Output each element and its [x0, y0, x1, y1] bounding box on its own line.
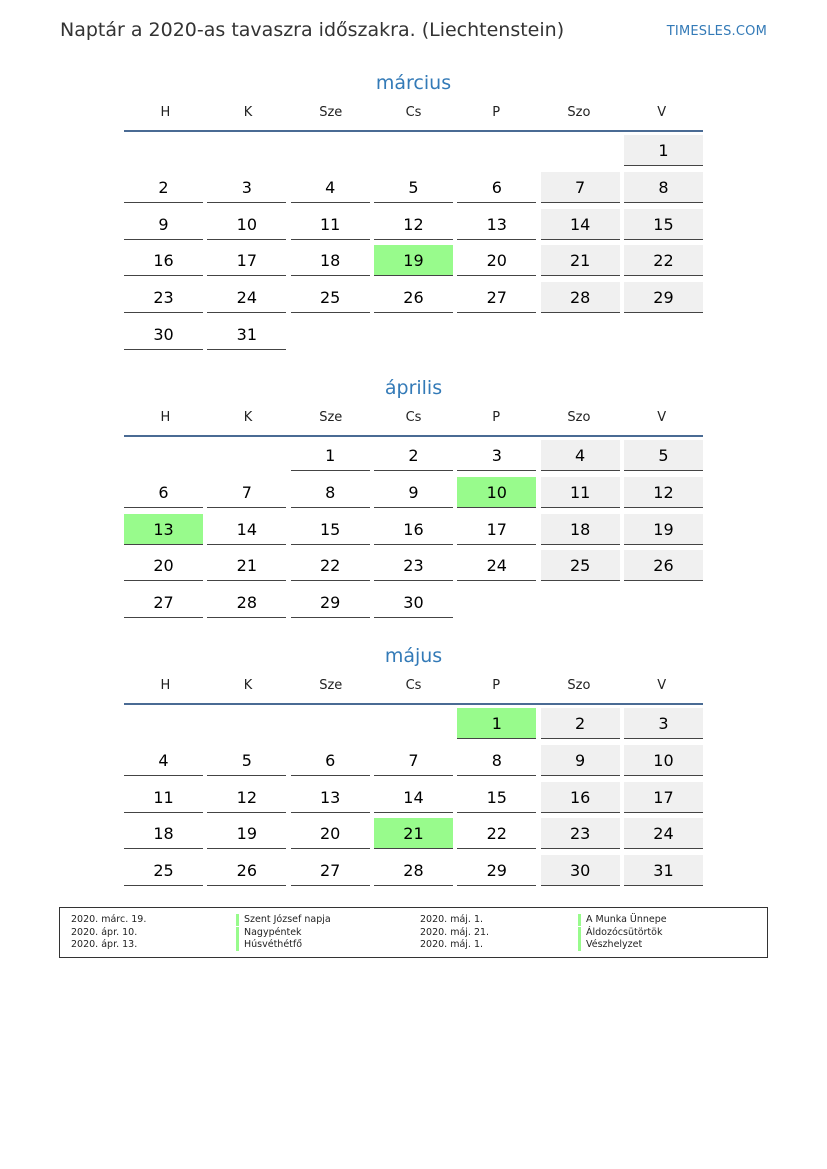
month-title: április — [384, 377, 443, 399]
empty-cell — [291, 135, 370, 165]
legend-date: 2020. máj. 1. — [420, 939, 484, 950]
empty-cell — [124, 135, 203, 165]
day-cell: 5 — [207, 745, 286, 776]
day-cell: 13 — [291, 782, 370, 813]
weekday-label: Szo — [567, 410, 591, 425]
weekday-label: H — [160, 105, 171, 120]
day-cell: 31 — [624, 855, 703, 886]
day-cell: 9 — [124, 209, 203, 240]
day-cell: 8 — [291, 477, 370, 508]
day-cell: 16 — [124, 245, 203, 276]
day-cell: 9 — [374, 477, 453, 508]
day-cell: 17 — [624, 782, 703, 813]
weekday-label: V — [657, 105, 667, 120]
holiday-day-cell: 1 — [457, 708, 536, 739]
day-cell: 24 — [207, 282, 286, 313]
month-block-march — [124, 68, 703, 356]
weekday-label: K — [243, 105, 253, 120]
day-cell: 12 — [374, 209, 453, 240]
day-cell: 1 — [624, 135, 703, 166]
day-cell: 4 — [291, 172, 370, 203]
day-cell: 6 — [457, 172, 536, 203]
empty-cell — [207, 708, 286, 738]
weekday-label: Sze — [319, 678, 343, 693]
holiday-day-cell: 21 — [374, 818, 453, 849]
day-cell: 14 — [541, 209, 620, 240]
day-cell: 14 — [374, 782, 453, 813]
day-cell: 12 — [207, 782, 286, 813]
day-cell: 26 — [374, 282, 453, 313]
day-grid — [124, 705, 703, 892]
empty-cell — [207, 440, 286, 470]
legend-date: 2020. máj. 1. — [420, 914, 484, 925]
weekday-label: K — [243, 410, 253, 425]
day-cell: 17 — [207, 245, 286, 276]
legend-date: 2020. ápr. 10. — [71, 926, 138, 938]
day-cell: 5 — [624, 440, 703, 471]
day-cell: 11 — [541, 477, 620, 508]
empty-cell — [457, 135, 536, 165]
day-cell: 28 — [374, 855, 453, 886]
day-cell: 30 — [124, 319, 203, 350]
day-cell: 19 — [624, 514, 703, 545]
day-cell: 7 — [207, 477, 286, 508]
legend-holiday-name: Nagypéntek — [236, 927, 302, 939]
weekday-label: Szo — [567, 105, 591, 120]
legend-date: 2020. máj. 21. — [420, 926, 490, 938]
brand-link[interactable]: TIMESLES.COM — [666, 24, 767, 39]
weekday-label: Sze — [319, 105, 343, 120]
legend-holiday-name: Vészhelyzet — [578, 939, 642, 951]
day-cell: 11 — [124, 782, 203, 813]
legend-holiday-name: Húsvéthétfő — [236, 939, 302, 951]
day-cell: 3 — [207, 172, 286, 203]
day-cell: 27 — [291, 855, 370, 886]
weekday-label: V — [657, 678, 667, 693]
day-cell: 2 — [374, 440, 453, 471]
empty-cell — [207, 135, 286, 165]
day-cell: 24 — [457, 550, 536, 581]
day-cell: 17 — [457, 514, 536, 545]
holiday-day-cell: 19 — [374, 245, 453, 276]
day-cell: 10 — [624, 745, 703, 776]
day-cell: 28 — [541, 282, 620, 313]
legend-holiday-name: Áldozócsütörtök — [578, 927, 662, 939]
day-cell: 23 — [124, 282, 203, 313]
weekday-label: Sze — [319, 410, 343, 425]
day-cell: 8 — [624, 172, 703, 203]
holiday-day-cell: 13 — [124, 514, 203, 545]
day-cell: 26 — [207, 855, 286, 886]
weekday-label: Cs — [405, 678, 422, 693]
day-cell: 7 — [374, 745, 453, 776]
page-title: Naptár a 2020-as tavaszra időszakra. (Liechtenstein) — [60, 19, 565, 41]
day-cell: 30 — [541, 855, 620, 886]
day-cell: 7 — [541, 172, 620, 203]
day-cell: 27 — [124, 587, 203, 618]
day-cell: 31 — [207, 319, 286, 350]
weekday-label: P — [492, 410, 501, 425]
legend-date: 2020. ápr. 13. — [71, 939, 138, 950]
day-cell: 22 — [624, 245, 703, 276]
day-cell: 16 — [374, 514, 453, 545]
empty-cell — [124, 440, 203, 470]
day-cell: 25 — [124, 855, 203, 886]
day-cell: 2 — [124, 172, 203, 203]
day-cell: 13 — [457, 209, 536, 240]
weekday-label: P — [492, 678, 501, 693]
day-cell: 3 — [457, 440, 536, 471]
day-cell: 20 — [291, 818, 370, 849]
day-cell: 8 — [457, 745, 536, 776]
day-cell: 12 — [624, 477, 703, 508]
day-cell: 18 — [291, 245, 370, 276]
empty-cell — [541, 135, 620, 165]
day-cell: 15 — [457, 782, 536, 813]
month-block-may — [124, 641, 703, 892]
day-cell: 6 — [291, 745, 370, 776]
weekday-label: H — [160, 678, 171, 693]
holiday-legend — [59, 907, 768, 958]
day-cell: 25 — [541, 550, 620, 581]
day-cell: 27 — [457, 282, 536, 313]
day-cell: 16 — [541, 782, 620, 813]
day-cell: 6 — [124, 477, 203, 508]
day-cell: 20 — [457, 245, 536, 276]
month-title: március — [375, 72, 452, 94]
day-grid — [124, 132, 703, 356]
empty-cell — [124, 708, 203, 738]
day-cell: 4 — [124, 745, 203, 776]
weekday-label: K — [243, 678, 253, 693]
month-title: május — [384, 645, 443, 667]
day-cell: 30 — [374, 587, 453, 618]
holiday-day-cell: 10 — [457, 477, 536, 508]
day-cell: 23 — [374, 550, 453, 581]
day-cell: 22 — [291, 550, 370, 581]
month-block-april — [124, 373, 703, 624]
empty-cell — [374, 708, 453, 738]
day-cell: 29 — [624, 282, 703, 313]
empty-cell — [291, 708, 370, 738]
weekday-header — [124, 98, 703, 132]
day-cell: 29 — [291, 587, 370, 618]
day-cell: 24 — [624, 818, 703, 849]
empty-cell — [374, 135, 453, 165]
day-cell: 11 — [291, 209, 370, 240]
day-cell: 15 — [291, 514, 370, 545]
day-cell: 4 — [541, 440, 620, 471]
weekday-label: Szo — [567, 678, 591, 693]
legend-holiday-name: A Munka Ünnepe — [578, 914, 667, 926]
day-cell: 23 — [541, 818, 620, 849]
day-cell: 26 — [624, 550, 703, 581]
weekday-label: P — [492, 105, 501, 120]
day-cell: 20 — [124, 550, 203, 581]
day-cell: 10 — [207, 209, 286, 240]
day-cell: 5 — [374, 172, 453, 203]
day-cell: 9 — [541, 745, 620, 776]
day-cell: 25 — [291, 282, 370, 313]
day-cell: 3 — [624, 708, 703, 739]
day-cell: 28 — [207, 587, 286, 618]
weekday-header — [124, 671, 703, 705]
legend-date: 2020. márc. 19. — [71, 914, 147, 925]
day-cell: 15 — [624, 209, 703, 240]
day-cell: 18 — [124, 818, 203, 849]
day-cell: 18 — [541, 514, 620, 545]
day-cell: 29 — [457, 855, 536, 886]
day-cell: 21 — [541, 245, 620, 276]
day-cell: 19 — [207, 818, 286, 849]
weekday-label: V — [657, 410, 667, 425]
weekday-label: Cs — [405, 410, 422, 425]
day-cell: 22 — [457, 818, 536, 849]
day-grid — [124, 437, 703, 624]
legend-holiday-name: Szent József napja — [236, 914, 331, 926]
day-cell: 2 — [541, 708, 620, 739]
day-cell: 21 — [207, 550, 286, 581]
day-cell: 14 — [207, 514, 286, 545]
day-cell: 1 — [291, 440, 370, 471]
weekday-label: H — [160, 410, 171, 425]
weekday-label: Cs — [405, 105, 422, 120]
weekday-header — [124, 403, 703, 437]
